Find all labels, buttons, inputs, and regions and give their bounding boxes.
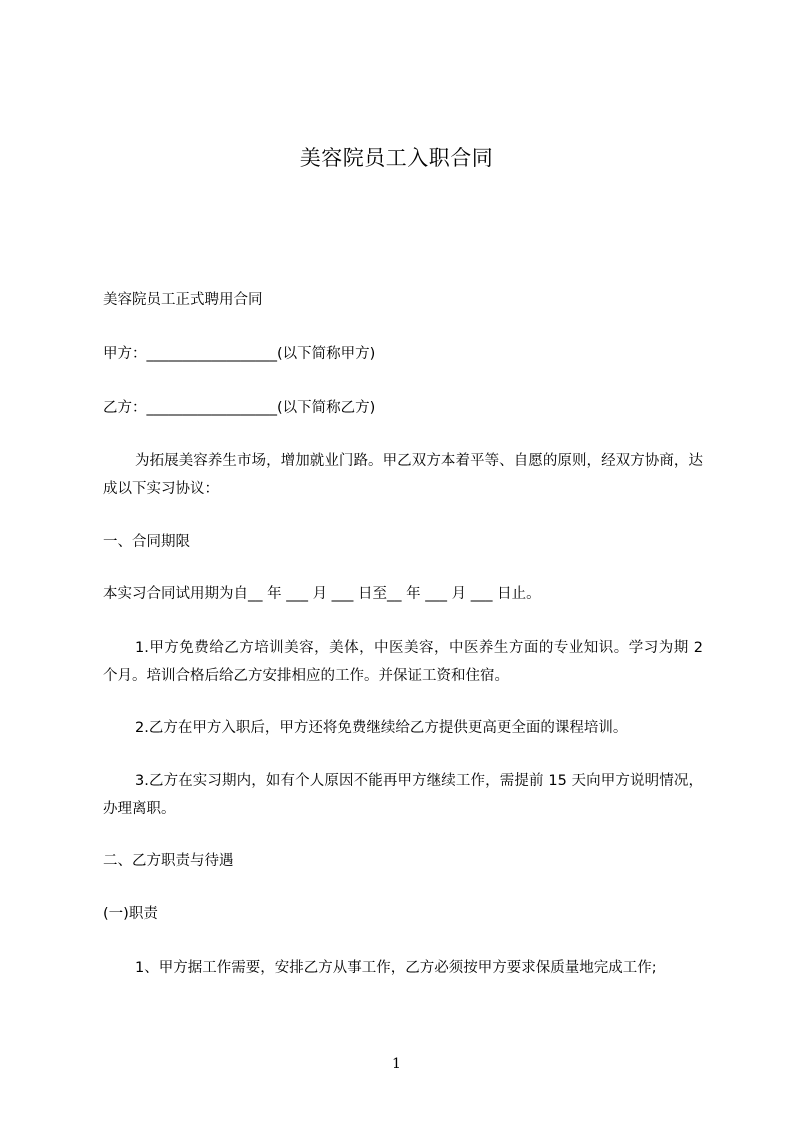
clause-3: 3.乙方在实习期内，如有个人原因不能再甲方继续工作，需提前 15 天向甲方说明情况，办理离职。 <box>103 773 703 817</box>
section-heading-term: 一、合同期限 <box>103 534 190 550</box>
term-line: 本实习合同试用期为自__ 年 ___ 月 ___ 日至__ 年 ___ 月 ___ 日止。 <box>103 586 541 602</box>
subsection-heading-duties: (一)职责 <box>103 906 158 922</box>
party-a-line: 甲方：__________________(以下简称甲方) <box>103 346 376 362</box>
party-b-line: 乙方：__________________(以下简称乙方) <box>103 400 376 416</box>
duty-1: 1、甲方据工作需要，安排乙方从事工作，乙方必须按甲方要求保质量地完成工作; <box>135 960 657 976</box>
clause-1: 1.甲方免费给乙方培训美容，美体，中医美容，中医养生方面的专业知识。学习为期 2 个月。培训合格后给乙方安排相应的工作。并保证工资和住宿。 <box>103 640 703 684</box>
clause-2: 2.乙方在甲方入职后，甲方还将免费继续给乙方提供更高更全面的课程培训。 <box>135 720 628 736</box>
intro-paragraph: 为拓展美容养生市场，增加就业门路。甲乙双方本着平等、自愿的原则，经双方协商，达成以下实习协议： <box>103 453 703 497</box>
section-heading-duties: 二、乙方职责与待遇 <box>103 853 234 869</box>
document-title: 美容院员工入职合同 <box>299 146 494 170</box>
document-subtitle: 美容院员工正式聘用合同 <box>103 292 263 308</box>
page-number: 1 <box>392 1056 401 1072</box>
